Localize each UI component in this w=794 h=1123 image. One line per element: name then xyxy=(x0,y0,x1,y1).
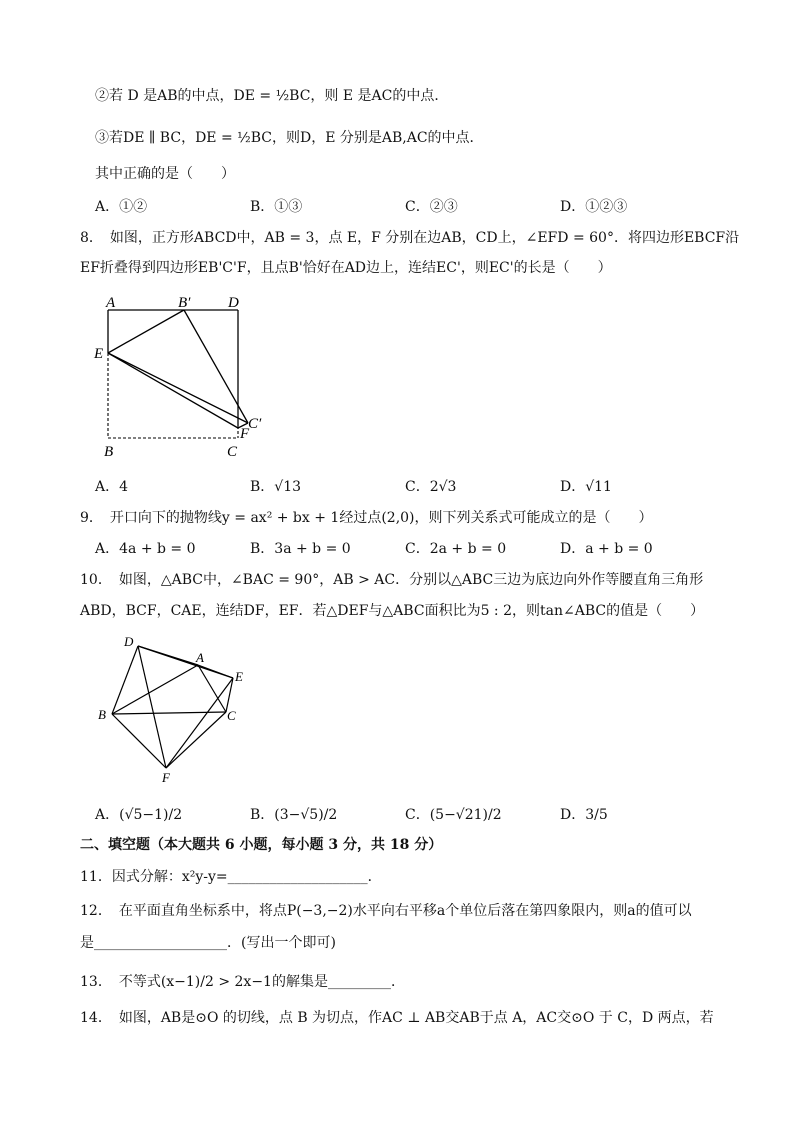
q7-option-d: D．①②③ xyxy=(560,199,628,215)
q7-statement-3: ③若DE ∥ BC，DE = ½BC，则D，E 分别是AB,AC的中点． xyxy=(95,130,484,146)
label-B: B xyxy=(104,444,114,460)
q7-option-c: C．②③ xyxy=(405,199,458,215)
label-D: D xyxy=(228,295,239,311)
q9-option-b: B．3a + b = 0 xyxy=(250,541,351,557)
label-B: B xyxy=(98,707,106,722)
q10-stem-line1: 10． 如图，△ABC中，∠BAC = 90°，AB > AC．分别以△ABC三边为底边向外作等腰直角三角形 xyxy=(80,572,704,588)
q9-stem: 9． 开口向下的抛物线y = ax² + bx + 1经过点(2,0)，则下列关系式可能成立的是（ ） xyxy=(80,510,653,526)
section-header-fill-in: 二、填空题（本大题共 6 小题，每小题 3 分，共 18 分） xyxy=(80,837,443,853)
q10-figure xyxy=(90,630,270,790)
q7-option-a: A．①② xyxy=(95,199,148,215)
q14-stem: 14． 如图，AB是⊙O 的切线，点 B 为切点，作AC ⊥ AB交AB于点 A，AC交⊙O 于 C，D 两点，若 xyxy=(80,1010,714,1026)
q9-option-d: D．a + b = 0 xyxy=(560,541,653,557)
q10-option-b: B．(3−√5)/2 xyxy=(250,807,338,823)
label-F: F xyxy=(162,770,170,785)
q10-stem-line2: ABD，BCF，CAE，连结DF，EF．若△DEF与△ABC面积比为5 : 2，则tan∠ABC的值是（ ） xyxy=(80,603,705,619)
q10-option-a: A．(√5−1)/2 xyxy=(95,807,183,823)
label-E: E xyxy=(94,346,104,362)
q9-option-c: C．2a + b = 0 xyxy=(405,541,507,557)
label-D: D xyxy=(124,634,134,649)
q9-option-a: A．4a + b = 0 xyxy=(95,541,196,557)
q7-statement-2: ②若 D 是AB的中点，DE = ½BC，则 E 是AC的中点． xyxy=(95,88,449,104)
q11-stem: 11．因式分解：x²y-y=____________________． xyxy=(80,869,382,885)
q12-stem-line2: 是___________________．(写出一个即可) xyxy=(80,935,336,951)
label-A: A xyxy=(106,295,116,311)
label-A: A xyxy=(196,650,204,665)
q7-option-b: B．①③ xyxy=(250,199,303,215)
label-F: F xyxy=(240,426,250,442)
label-E: E xyxy=(235,669,243,684)
q8-option-d: D．√11 xyxy=(560,479,612,495)
q8-option-c: C．2√3 xyxy=(405,479,457,495)
q8-option-a: A．4 xyxy=(95,479,129,495)
q10-option-d: D．3/5 xyxy=(560,807,608,823)
q8-stem-line2: EF折叠得到四边形EB'C'F，且点B'恰好在AD边上，连结EC'，则EC'的长是（ ） xyxy=(80,260,612,276)
label-B-prime: B′ xyxy=(178,295,191,311)
q8-option-b: B．√13 xyxy=(250,479,302,495)
q7-prompt: 其中正确的是（ ） xyxy=(95,166,235,182)
q12-stem-line1: 12． 在平面直角坐标系中，将点P(−3,−2)水平向右平移a个单位后落在第四象限内，则a的值可以 xyxy=(80,903,692,919)
q8-stem-line1: 8． 如图，正方形ABCD中，AB = 3，点 E，F 分别在边AB，CD上，∠EFD = 60°．将四边形EBCF沿 xyxy=(80,230,740,246)
q8-figure xyxy=(88,288,278,468)
label-C: C xyxy=(227,708,236,723)
label-C: C xyxy=(227,444,238,460)
q13-stem: 13． 不等式(x−1)/2 > 2x−1的解集是_________． xyxy=(80,974,405,990)
label-C-prime: C′ xyxy=(248,416,262,432)
q10-option-c: C．(5−√21)/2 xyxy=(405,807,502,823)
